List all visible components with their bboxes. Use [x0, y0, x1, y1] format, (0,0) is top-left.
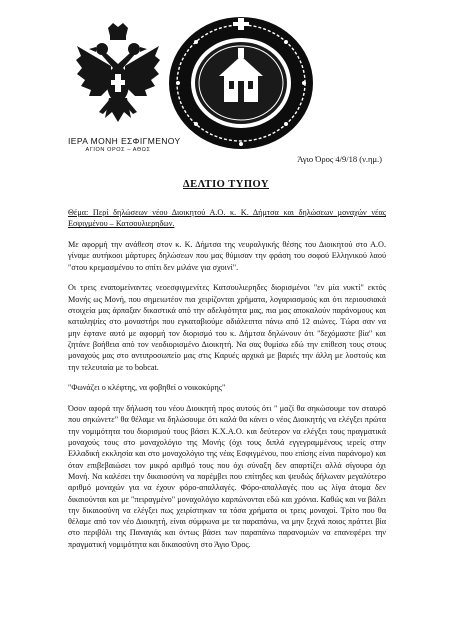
document-body [68, 207, 386, 560]
paragraph-1: Με αφορμή την ανάθεση στον κ. Κ. Δήμτσα της νευραλγικής θέσης του Διοικητού στο Α.Ο. γίναμε αυτήκοοι μάρτυρες δηλώσεων που μας θύμισαν την φράση του σοφού Ελληνικού λαού "στου κρεμασμένου το σπίτι δεν μιλάνε για σχοινί". [68, 240, 386, 272]
double-headed-eagle-icon [75, 22, 161, 134]
monastery-name: ΙΕΡΑ ΜΟΝΗ ΕΣΦΙΓΜΕΝΟΥ [68, 136, 181, 146]
paragraph-quote: "Φωνάζει ο κλέφτης, να φοβηθεί ο νοικοκύρης" [68, 383, 226, 393]
monastery-logo-block [68, 22, 181, 153]
monastery-location: ΑΓΙΟΝ ΟΡΟΣ – ΑΘΩΣ [85, 147, 151, 153]
document-subject: Θέμα: Περί δηλώσεων νέου Διοικητού Α.Ο. κ. Κ. Δήμτσα και δηλώσεων μοναχών νέας Εσφιγμένου – Κατσουλιερηδων. [68, 208, 386, 229]
paragraph-2: Οι τρεις εναπομείναντες νεοεσφιγμενίτες Κατσουλιερηδες διορισμένοι "εν μία νυκτί" εκτός Μονής ως Μονή, που σημειωτέον πια χειρίζονται χρήματα, λογαριασμούς και ότι περιουσιακά στοιχεία μας άρπαξαν δικαστικά από την αδελφότητα μας, πια μας αποκαλούν παράνομους και καταληψίες στο μοναστήρι που εγκαταβιούμε αδιάλειπτα πάνω από 12 αιώνες. Τώρα σαν να μην έφτανε αυτό με αφορμή τον διορισμό του κ. Δήμτσα δηλώνουν ότι "δεχόμαστε βία" και ζητάνε βοήθεια από τον νεοδιορισμένο Διοικητή. Να σας θυμίσω εδώ την επίθεση τους στους μοναχούς μας στο αντιπροσωπείο μας στις Καρυές αρχικά με βαριές την άλλη με λοστούς και την τελευταία με το bobcat. [68, 283, 386, 372]
document-title: ΔΕΛΤΙΟ ΤΥΠΟΥ [182, 179, 270, 190]
monastery-seal-icon [166, 14, 316, 152]
paragraph-4: Όσον αφορά την δήλωση του νέου Διοικητή προς αυτούς ότι " μαζί θα σηκώσουμε τον σταυρό που σηκώνετε" θα θέλαμε να δηλώσουμε ότι καλά θα κάνει ο νέος Διοικητής να ελέγξει πρώτα την νομιμότητα του διορισμού τους βάσει Κ.Χ.Α.Ο. και δεύτερον να ελέγξει τους πραγματικά μοναχούς τους στο μοναχολόγιο της Μονής (όχι τους διπλά εγγεγραμμένους ιερείς στην Ελλαδική εκκλησία και στο μοναχολόγιο της νέας Εσφιγμένου, που επίσης είναι παράνομο) και όταν επιβεβαιώσει τον μικρό αριθμό τους που όχι σύναξη δεν απαρτίζει αλλά σίγουρα όχι Μονή. Να καλέσει την δικαιοσύνη να παρέμβει που επίτηδες και ψευδώς δήλωναν μεγαλύτερο αριθμό μοναχών για να έχουν φόρο-απαλλαγές. Φόρο-απαλλαγές που ως λίγα άτομα δεν δικαιούνται και με "πειραγμένο" μοναχολόγιο καρπώνονται εδώ και χρόνια. Καθώς και να βάλει την δικαιοσύνη να ελέγξει πως χειρίστηκαν τα τόσα χρήματα οι τρεις μοναχοί. Τρίτο που θα θέλαμε από τον νέο Διοικητή, είναι σύμφωνα με τα παραπάνω, να μην ξεχνά ποιος πράττει βία στο περιβόλι της Παναγιάς και όντως βάσει των παραπάνω παρανομιών να επανεφέρει την πραγματική νομιμότητα και δικαιοσύνη στο Άγιο Όρος. [68, 404, 386, 549]
document-date: Άγιο Όρος 4/9/18 (ν.ημ.) [297, 154, 382, 164]
